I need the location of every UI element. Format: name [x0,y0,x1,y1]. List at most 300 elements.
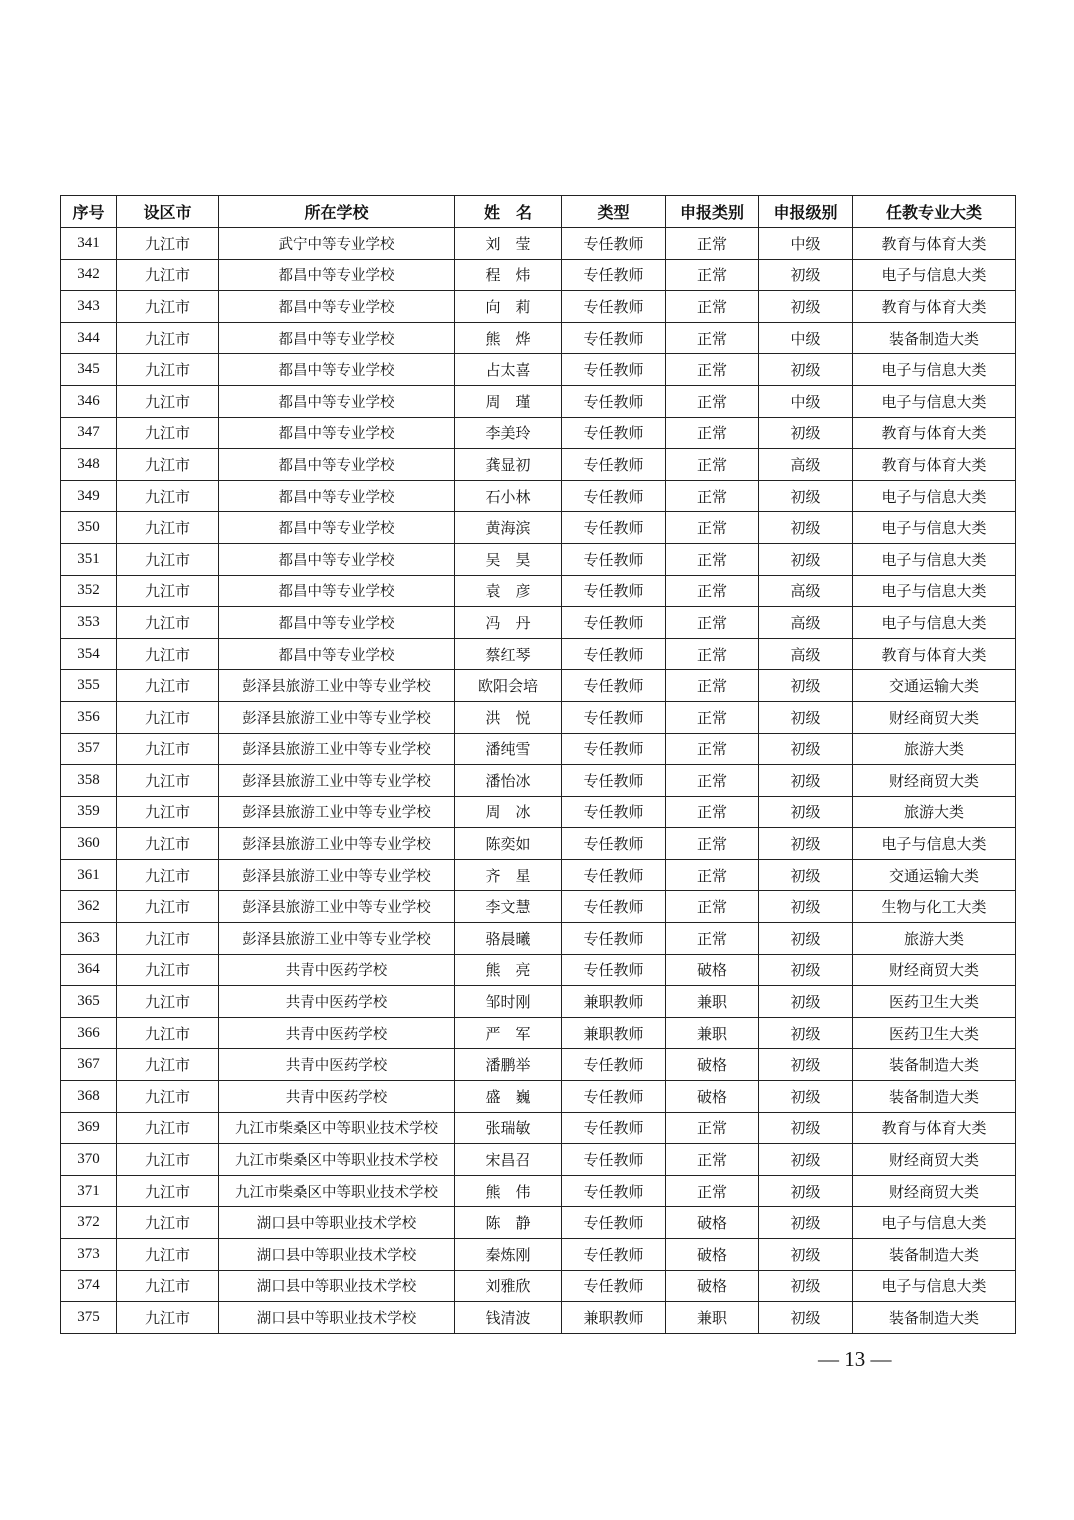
cell-category: 兼职 [666,986,759,1018]
cell-major: 教育与体育大类 [853,1112,1016,1144]
cell-name: 秦炼刚 [455,1239,562,1271]
table-row [61,607,1016,639]
cell-level: 中级 [759,385,853,417]
cell-type: 专任教师 [562,575,666,607]
cell-school: 彭泽县旅游工业中等专业学校 [219,765,455,797]
cell-name: 潘纯雪 [455,733,562,765]
cell-category: 正常 [666,607,759,639]
table-row [61,291,1016,323]
cell-category: 正常 [666,1112,759,1144]
cell-school: 都昌中等专业学校 [219,322,455,354]
cell-category: 兼职 [666,1302,759,1334]
cell-city: 九江市 [117,1112,219,1144]
cell-major: 电子与信息大类 [853,543,1016,575]
cell-city: 九江市 [117,480,219,512]
cell-city: 九江市 [117,1144,219,1176]
cell-category: 正常 [666,417,759,449]
cell-level: 初级 [759,859,853,891]
cell-category: 正常 [666,228,759,260]
cell-name: 袁 彦 [455,575,562,607]
cell-name: 洪 悦 [455,701,562,733]
cell-major: 装备制造大类 [853,1302,1016,1334]
cell-index: 360 [61,828,117,860]
cell-category: 正常 [666,828,759,860]
cell-city: 九江市 [117,891,219,923]
cell-index: 368 [61,1081,117,1113]
cell-name: 欧阳会培 [455,670,562,702]
cell-school: 湖口县中等职业技术学校 [219,1207,455,1239]
cell-type: 专任教师 [562,480,666,512]
cell-school: 都昌中等专业学校 [219,575,455,607]
cell-major: 电子与信息大类 [853,480,1016,512]
cell-index: 357 [61,733,117,765]
cell-level: 初级 [759,417,853,449]
cell-school: 共青中医药学校 [219,1049,455,1081]
cell-name: 蔡红琴 [455,638,562,670]
cell-major: 交通运输大类 [853,859,1016,891]
cell-name: 邹时刚 [455,986,562,1018]
cell-type: 专任教师 [562,701,666,733]
cell-category: 破格 [666,1081,759,1113]
cell-city: 九江市 [117,733,219,765]
table-row [61,828,1016,860]
cell-school: 彭泽县旅游工业中等专业学校 [219,828,455,860]
table-row [61,354,1016,386]
cell-level: 中级 [759,228,853,260]
table-row [61,1112,1016,1144]
cell-index: 372 [61,1207,117,1239]
cell-major: 财经商贸大类 [853,954,1016,986]
teacher-list-table [60,195,1016,1334]
cell-major: 教育与体育大类 [853,417,1016,449]
cell-level: 初级 [759,480,853,512]
cell-level: 初级 [759,1112,853,1144]
cell-major: 交通运输大类 [853,670,1016,702]
cell-level: 初级 [759,1144,853,1176]
cell-school: 都昌中等专业学校 [219,417,455,449]
cell-major: 生物与化工大类 [853,891,1016,923]
cell-level: 中级 [759,322,853,354]
cell-major: 装备制造大类 [853,1081,1016,1113]
cell-city: 九江市 [117,449,219,481]
cell-major: 电子与信息大类 [853,1207,1016,1239]
cell-name: 张瑞敏 [455,1112,562,1144]
table-row [61,670,1016,702]
cell-category: 正常 [666,638,759,670]
table-row [61,385,1016,417]
table-row [61,986,1016,1018]
cell-type: 专任教师 [562,859,666,891]
cell-name: 冯 丹 [455,607,562,639]
table-row [61,512,1016,544]
cell-level: 初级 [759,923,853,955]
cell-city: 九江市 [117,796,219,828]
cell-type: 专任教师 [562,954,666,986]
cell-category: 正常 [666,859,759,891]
cell-type: 专任教师 [562,1081,666,1113]
cell-type: 专任教师 [562,923,666,955]
table-row [61,1302,1016,1334]
cell-school: 九江市柴桑区中等职业技术学校 [219,1144,455,1176]
cell-name: 齐 星 [455,859,562,891]
cell-school: 都昌中等专业学校 [219,607,455,639]
cell-major: 电子与信息大类 [853,828,1016,860]
cell-major: 教育与体育大类 [853,449,1016,481]
cell-category: 正常 [666,733,759,765]
cell-name: 熊 烨 [455,322,562,354]
cell-category: 正常 [666,322,759,354]
cell-name: 潘怡冰 [455,765,562,797]
cell-type: 专任教师 [562,1270,666,1302]
header-cell-school: 所在学校 [219,196,455,228]
cell-city: 九江市 [117,954,219,986]
header-cell-name: 姓 名 [455,196,562,228]
cell-type: 专任教师 [562,828,666,860]
cell-type: 专任教师 [562,670,666,702]
cell-level: 初级 [759,954,853,986]
table-row [61,1270,1016,1302]
cell-major: 教育与体育大类 [853,291,1016,323]
cell-index: 341 [61,228,117,260]
table-row [61,543,1016,575]
table-row [61,1175,1016,1207]
cell-city: 九江市 [117,986,219,1018]
table-row [61,480,1016,512]
cell-major: 电子与信息大类 [853,354,1016,386]
cell-category: 正常 [666,354,759,386]
cell-city: 九江市 [117,1270,219,1302]
table-row [61,891,1016,923]
cell-type: 专任教师 [562,385,666,417]
cell-index: 375 [61,1302,117,1334]
table-row [61,1017,1016,1049]
cell-major: 财经商贸大类 [853,1144,1016,1176]
cell-city: 九江市 [117,543,219,575]
cell-city: 九江市 [117,385,219,417]
cell-city: 九江市 [117,670,219,702]
cell-level: 初级 [759,701,853,733]
cell-name: 黄海滨 [455,512,562,544]
cell-level: 初级 [759,670,853,702]
cell-category: 正常 [666,891,759,923]
cell-index: 361 [61,859,117,891]
table-row [61,954,1016,986]
cell-major: 医药卫生大类 [853,986,1016,1018]
cell-index: 374 [61,1270,117,1302]
cell-level: 初级 [759,1239,853,1271]
cell-index: 358 [61,765,117,797]
table-row [61,1239,1016,1271]
table-row [61,1081,1016,1113]
cell-type: 专任教师 [562,638,666,670]
cell-city: 九江市 [117,1049,219,1081]
cell-school: 彭泽县旅游工业中等专业学校 [219,891,455,923]
cell-school: 都昌中等专业学校 [219,512,455,544]
cell-index: 373 [61,1239,117,1271]
cell-index: 343 [61,291,117,323]
cell-city: 九江市 [117,638,219,670]
cell-school: 都昌中等专业学校 [219,385,455,417]
table-row [61,638,1016,670]
table-row [61,449,1016,481]
cell-city: 九江市 [117,1239,219,1271]
cell-major: 财经商贸大类 [853,765,1016,797]
cell-city: 九江市 [117,322,219,354]
cell-name: 熊 伟 [455,1175,562,1207]
cell-major: 电子与信息大类 [853,385,1016,417]
cell-type: 兼职教师 [562,1017,666,1049]
header-row [61,196,1016,228]
cell-level: 初级 [759,1270,853,1302]
cell-category: 正常 [666,512,759,544]
header-cell-level: 申报级别 [759,196,853,228]
cell-school: 都昌中等专业学校 [219,449,455,481]
cell-major: 旅游大类 [853,796,1016,828]
table-row [61,1049,1016,1081]
cell-index: 369 [61,1112,117,1144]
cell-city: 九江市 [117,859,219,891]
cell-index: 371 [61,1175,117,1207]
cell-type: 专任教师 [562,291,666,323]
table-row [61,228,1016,260]
table-row [61,259,1016,291]
table-row [61,575,1016,607]
cell-category: 正常 [666,670,759,702]
cell-name: 刘 莹 [455,228,562,260]
cell-level: 初级 [759,828,853,860]
cell-school: 都昌中等专业学校 [219,638,455,670]
cell-major: 教育与体育大类 [853,638,1016,670]
cell-category: 破格 [666,1207,759,1239]
cell-school: 武宁中等专业学校 [219,228,455,260]
cell-city: 九江市 [117,291,219,323]
cell-city: 九江市 [117,512,219,544]
table-row [61,923,1016,955]
cell-index: 350 [61,512,117,544]
page-number-text: — 13 — [818,1347,892,1371]
cell-level: 初级 [759,1175,853,1207]
cell-category: 正常 [666,1144,759,1176]
table-row [61,701,1016,733]
cell-school: 九江市柴桑区中等职业技术学校 [219,1175,455,1207]
cell-city: 九江市 [117,607,219,639]
table-row [61,796,1016,828]
cell-type: 兼职教师 [562,986,666,1018]
cell-index: 367 [61,1049,117,1081]
cell-school: 九江市柴桑区中等职业技术学校 [219,1112,455,1144]
cell-index: 363 [61,923,117,955]
cell-school: 彭泽县旅游工业中等专业学校 [219,859,455,891]
cell-index: 347 [61,417,117,449]
cell-type: 专任教师 [562,543,666,575]
header-cell-index: 序号 [61,196,117,228]
cell-name: 严 军 [455,1017,562,1049]
cell-index: 364 [61,954,117,986]
cell-level: 初级 [759,765,853,797]
cell-type: 专任教师 [562,1112,666,1144]
cell-type: 专任教师 [562,607,666,639]
cell-type: 专任教师 [562,259,666,291]
cell-city: 九江市 [117,228,219,260]
cell-major: 财经商贸大类 [853,701,1016,733]
cell-level: 初级 [759,796,853,828]
cell-level: 初级 [759,354,853,386]
cell-name: 向 莉 [455,291,562,323]
cell-name: 刘雅欣 [455,1270,562,1302]
cell-index: 366 [61,1017,117,1049]
cell-name: 盛 巍 [455,1081,562,1113]
cell-type: 专任教师 [562,1207,666,1239]
cell-type: 专任教师 [562,228,666,260]
cell-category: 正常 [666,543,759,575]
cell-city: 九江市 [117,765,219,797]
cell-index: 354 [61,638,117,670]
cell-index: 356 [61,701,117,733]
cell-level: 初级 [759,733,853,765]
cell-school: 彭泽县旅游工业中等专业学校 [219,923,455,955]
cell-category: 兼职 [666,1017,759,1049]
table-row [61,859,1016,891]
cell-school: 共青中医药学校 [219,986,455,1018]
cell-name: 程 炜 [455,259,562,291]
cell-school: 都昌中等专业学校 [219,543,455,575]
cell-level: 初级 [759,1049,853,1081]
cell-major: 旅游大类 [853,733,1016,765]
cell-city: 九江市 [117,1207,219,1239]
cell-level: 初级 [759,891,853,923]
cell-school: 湖口县中等职业技术学校 [219,1239,455,1271]
cell-school: 都昌中等专业学校 [219,480,455,512]
cell-school: 都昌中等专业学校 [219,354,455,386]
cell-city: 九江市 [117,354,219,386]
cell-type: 专任教师 [562,322,666,354]
table-row [61,322,1016,354]
cell-category: 正常 [666,480,759,512]
cell-type: 专任教师 [562,417,666,449]
cell-category: 正常 [666,449,759,481]
cell-major: 医药卫生大类 [853,1017,1016,1049]
cell-type: 专任教师 [562,512,666,544]
cell-name: 钱清波 [455,1302,562,1334]
cell-level: 初级 [759,1207,853,1239]
cell-level: 高级 [759,638,853,670]
cell-category: 破格 [666,1049,759,1081]
cell-category: 正常 [666,385,759,417]
cell-city: 九江市 [117,923,219,955]
cell-category: 正常 [666,291,759,323]
cell-type: 专任教师 [562,449,666,481]
cell-city: 九江市 [117,1302,219,1334]
cell-major: 电子与信息大类 [853,259,1016,291]
cell-category: 正常 [666,796,759,828]
cell-index: 346 [61,385,117,417]
cell-school: 彭泽县旅游工业中等专业学校 [219,670,455,702]
cell-city: 九江市 [117,575,219,607]
cell-level: 初级 [759,1081,853,1113]
cell-index: 359 [61,796,117,828]
cell-index: 370 [61,1144,117,1176]
cell-type: 专任教师 [562,765,666,797]
cell-category: 正常 [666,575,759,607]
cell-name: 占太喜 [455,354,562,386]
cell-index: 342 [61,259,117,291]
cell-level: 高级 [759,607,853,639]
cell-school: 共青中医药学校 [219,1081,455,1113]
cell-level: 初级 [759,986,853,1018]
cell-major: 教育与体育大类 [853,228,1016,260]
cell-index: 365 [61,986,117,1018]
cell-school: 湖口县中等职业技术学校 [219,1302,455,1334]
cell-name: 潘鹏举 [455,1049,562,1081]
cell-index: 348 [61,449,117,481]
cell-city: 九江市 [117,417,219,449]
cell-city: 九江市 [117,1017,219,1049]
table-row [61,765,1016,797]
cell-city: 九江市 [117,701,219,733]
cell-type: 兼职教师 [562,1302,666,1334]
cell-name: 骆晨曦 [455,923,562,955]
cell-level: 初级 [759,1017,853,1049]
cell-index: 345 [61,354,117,386]
cell-major: 装备制造大类 [853,322,1016,354]
cell-name: 龚显初 [455,449,562,481]
cell-name: 李美玲 [455,417,562,449]
cell-level: 初级 [759,512,853,544]
cell-city: 九江市 [117,1081,219,1113]
header-cell-type: 类型 [562,196,666,228]
cell-index: 355 [61,670,117,702]
cell-school: 都昌中等专业学校 [219,259,455,291]
cell-level: 高级 [759,575,853,607]
cell-level: 初级 [759,543,853,575]
cell-index: 349 [61,480,117,512]
cell-school: 共青中医药学校 [219,954,455,986]
cell-name: 熊 亮 [455,954,562,986]
cell-category: 正常 [666,259,759,291]
cell-city: 九江市 [117,259,219,291]
cell-index: 344 [61,322,117,354]
cell-index: 351 [61,543,117,575]
cell-name: 吴 昊 [455,543,562,575]
cell-type: 专任教师 [562,1175,666,1207]
cell-category: 破格 [666,1239,759,1271]
cell-type: 专任教师 [562,1239,666,1271]
cell-type: 专任教师 [562,891,666,923]
cell-category: 正常 [666,765,759,797]
cell-name: 周 瑾 [455,385,562,417]
cell-type: 专任教师 [562,733,666,765]
header-cell-city: 设区市 [117,196,219,228]
table-row [61,1207,1016,1239]
cell-index: 362 [61,891,117,923]
cell-type: 专任教师 [562,1049,666,1081]
cell-name: 陈 静 [455,1207,562,1239]
cell-major: 旅游大类 [853,923,1016,955]
header-cell-category: 申报类别 [666,196,759,228]
cell-name: 宋昌召 [455,1144,562,1176]
table-row [61,417,1016,449]
cell-category: 正常 [666,923,759,955]
header-cell-major: 任教专业大类 [853,196,1016,228]
cell-type: 专任教师 [562,1144,666,1176]
cell-school: 共青中医药学校 [219,1017,455,1049]
table-header [61,196,1016,228]
cell-level: 高级 [759,449,853,481]
cell-major: 装备制造大类 [853,1239,1016,1271]
cell-school: 彭泽县旅游工业中等专业学校 [219,701,455,733]
cell-category: 正常 [666,701,759,733]
cell-name: 陈奕如 [455,828,562,860]
